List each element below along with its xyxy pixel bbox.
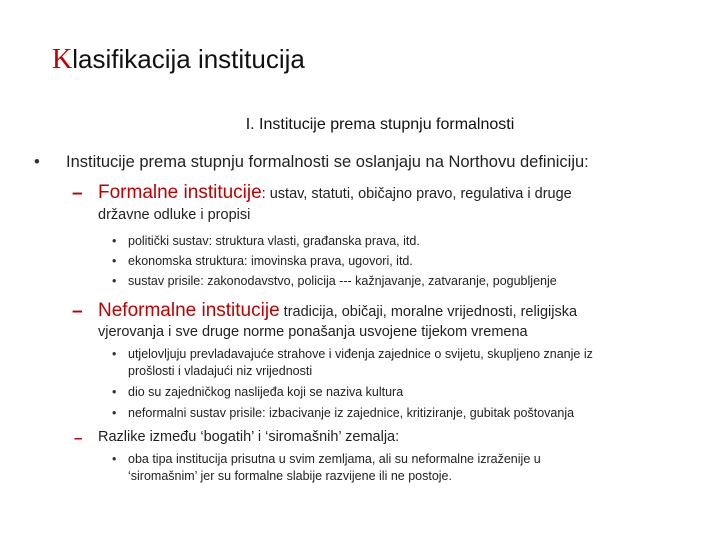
formal-text-line1: : ustav, statuti, običajno pravo, regulativa i druge [261, 186, 572, 202]
dash-icon: – [74, 430, 83, 447]
title-rest: lasifikacija institucija [72, 44, 305, 74]
bullet-icon: • [34, 153, 40, 171]
bullet-icon: • [112, 234, 117, 248]
dash-icon: – [72, 183, 83, 204]
bullet-icon: • [112, 274, 117, 288]
formal-line [98, 182, 572, 204]
main-bullet-text: Institucije prema stupnju formalnosti se oslanjaju na Northovu definiciju: [66, 153, 589, 171]
differences-heading: Razlike između ‘bogatih’ i ‘siromašnih’ zemalja: [98, 429, 400, 445]
informal-text-line2: vjerovanja i sve druge norme ponašanja usvojene tijekom vremena [98, 324, 528, 340]
informal-heading: Neformalne institucije [98, 300, 280, 321]
bullet-icon: • [112, 347, 117, 361]
formal-heading: Formalne institucije [98, 182, 262, 203]
slide-title [52, 44, 305, 76]
differences-item-line2: ‘siromašnim’ jer su formalne slabije razvijene ili ne postoje. [128, 469, 452, 483]
formal-item: politički sustav: struktura vlasti, građanska prava, itd. [128, 234, 420, 248]
formal-text-line2: državne odluke i propisi [98, 207, 251, 223]
bullet-icon: • [112, 406, 117, 420]
formal-item: sustav prisile: zakonodavstvo, policija --- kažnjavanje, zatvaranje, pogubljenje [128, 274, 557, 288]
differences-item-line1: oba tipa institucija prisutna u svim zemljama, ali su neformalne izraženije u [128, 452, 541, 466]
formal-item: ekonomska struktura: imovinska prava, ugovori, itd. [128, 254, 413, 268]
informal-text-line1: tradicija, običaji, moralne vrijednosti, religijska [279, 304, 578, 320]
informal-item-line1: neformalni sustav prisile: izbacivanje iz zajednice, kritiziranje, gubitak poštovanja [128, 406, 575, 420]
informal-item-line1: utjelovljuju prevladavajuće strahove i viđenja zajednice o svijetu, skupljeno znanje iz [128, 347, 593, 361]
title-first-letter: K [52, 44, 73, 75]
bullet-icon: • [112, 452, 117, 466]
bullet-icon: • [112, 254, 117, 268]
slide-subtitle: I. Institucije prema stupnju formalnosti [245, 116, 515, 133]
informal-line [98, 300, 577, 322]
bullet-icon: • [112, 385, 117, 399]
informal-item-line2: prošlosti i vladajući niz vrijednosti [128, 364, 313, 378]
dash-icon: – [72, 301, 83, 322]
informal-item-line1: dio su zajedničkog naslijeđa koji se naziva kultura [128, 385, 404, 399]
